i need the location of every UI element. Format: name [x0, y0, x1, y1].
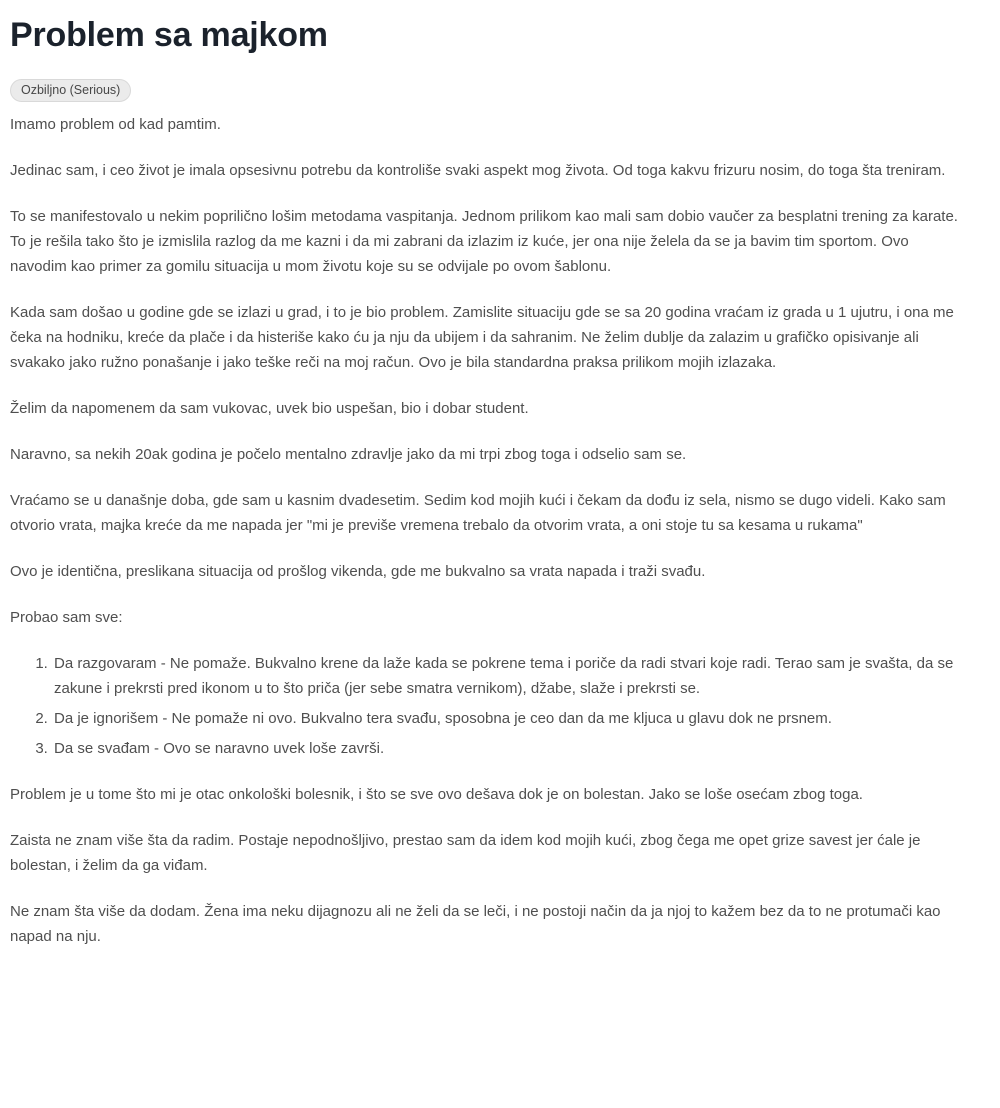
flair-row	[10, 79, 964, 102]
post-paragraph: Probao sam sve:	[10, 608, 123, 626]
list-item: 3. Da se svađam - Ovo se naravno uvek loše završi.	[52, 736, 964, 761]
post-body	[10, 112, 964, 949]
list-item: 1. Da razgovaram - Ne pomaže. Bukvalno krene da laže kada se pokrene tema i poriče da radi stvari koje radi. Terao sam je svašta, da se zakune i prekrsti pred ikonom u to što priča (jer sebe smatra vernikom), džabe, slaže i prekrsti se.	[52, 651, 964, 701]
post-paragraph: To se manifestovalo u nekim poprilično lošim metodama vaspitanja. Jednom prilikom kao mali sam dobio vaučer za besplatni trening za karate. To je rešila tako što je izmislila razlog da me kazni i da mi zabrani da izlazim iz kuće, jer ona nije želela da se ja bavim tim sportom. Ovo navodim kao primer za gomilu situacija u mom životu koje su se odvijale po ovom šablonu.	[10, 207, 958, 275]
post-paragraph: Jedinac sam, i ceo život je imala opsesivnu potrebu da kontroliše svaki aspekt mog života. Od toga kakvu frizuru nosim, do toga šta treniram.	[10, 161, 946, 179]
post-paragraph: Zaista ne znam više šta da radim. Postaje nepodnošljivo, prestao sam da idem kod mojih kući, zbog čega me opet grize savest jer ćale je bolestan, i želim da ga viđam.	[10, 831, 921, 874]
post-paragraph: Kada sam došao u godine gde se izlazi u grad, i to je bio problem. Zamislite situaciju gde se sa 20 godina vraćam iz grada u 1 ujutru, i ona me čeka na hodniku, kreće da plače i da histeriše kako ću ja nju da ubijem i da sahranim. Ne želim dublje da zalazim u grafičko opisivanje ali svakako jako ružno ponašanje i jako teške reči na moj račun. Ovo je bila standardna praksa prilikom mojih izlazaka.	[10, 303, 954, 371]
post-paragraph: Ne znam šta više da dodam. Žena ima neku dijagnozu ali ne želi da se leči, i ne postoji način da ja njoj to kažem bez da to ne protumači kao napad na nju.	[10, 902, 941, 945]
list-item: 2. Da je ignorišem - Ne pomaže ni ovo. Bukvalno tera svađu, sposobna je ceo dan da me kljuca u glavu dok ne prsnem.	[52, 706, 964, 731]
post-paragraph: Vraćamo se u današnje doba, gde sam u kasnim dvadesetim. Sedim kod mojih kući i čekam da dođu iz sela, nismo se dugo videli. Kako sam otvorio vrata, majka kreće da me napada jer "mi je previše vremena trebalo da otvorim vrata, a oni stoje tu sa kesama u rukama"	[10, 491, 946, 534]
post-paragraph: Problem je u tome što mi je otac onkološki bolesnik, i što se sve ovo dešava dok je on bolestan. Jako se loše osećam zbog toga.	[10, 785, 863, 803]
post-paragraph: Naravno, sa nekih 20ak godina je počelo mentalno zdravlje jako da mi trpi zbog toga i odselio sam se.	[10, 445, 687, 463]
post-list	[10, 651, 964, 761]
flair-badge[interactable]: Ozbiljno (Serious)	[10, 79, 131, 102]
post-title: Problem sa majkom	[10, 16, 328, 54]
post-page	[0, 14, 1000, 1108]
post-paragraph: Imamo problem od kad pamtim.	[10, 115, 221, 133]
post-paragraph: Ovo je identična, preslikana situacija od prošlog vikenda, gde me bukvalno sa vrata napada i traži svađu.	[10, 562, 706, 580]
post-paragraph: Želim da napomenem da sam vukovac, uvek bio uspešan, bio i dobar student.	[10, 399, 529, 417]
